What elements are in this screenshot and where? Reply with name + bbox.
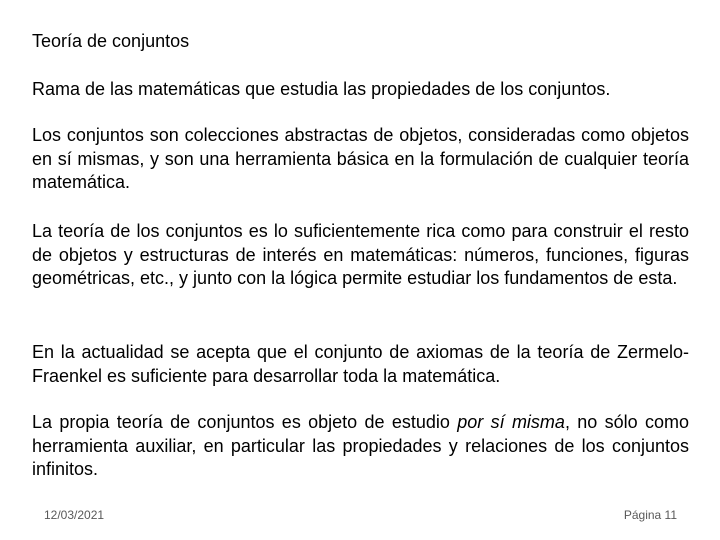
- footer-page-number: Página 11: [623, 508, 677, 522]
- paragraph-richness: La teoría de los conjuntos es lo suficientemente rica como para construir el resto de objetos y estructuras de interés en matemáticas: números, funciones, figuras geométricas, etc., y junto con la lógica permite estudiar los fundamentos de esta.: [32, 221, 689, 288]
- paragraph-definition: Rama de las matemáticas que estudia las propiedades de los conjuntos.: [32, 79, 611, 99]
- paragraph-study-object-italic: por sí misma: [457, 412, 565, 432]
- paragraph-zermelo-fraenkel: En la actualidad se acepta que el conjunto de axiomas de la teoría de Zermelo-Fraenkel es suficiente para desarrollar toda la matemática.: [32, 342, 689, 386]
- paragraph-study-object-text-before: La propia teoría de conjuntos es objeto de estudio: [32, 412, 458, 432]
- paragraph-study-object: [32, 411, 689, 482]
- footer-date: 12/03/2021: [44, 508, 105, 522]
- slide-title: Teoría de conjuntos: [32, 31, 190, 51]
- paragraph-collections: Los conjuntos son colecciones abstractas de objetos, consideradas como objetos en sí mismas, y son una herramienta básica en la formulación de cualquier teoría matemática.: [32, 125, 689, 192]
- paragraph-study-object-text-after: , no sólo como herramienta auxiliar, en particular las propiedades y relaciones de los conjuntos infinitos.: [32, 412, 690, 479]
